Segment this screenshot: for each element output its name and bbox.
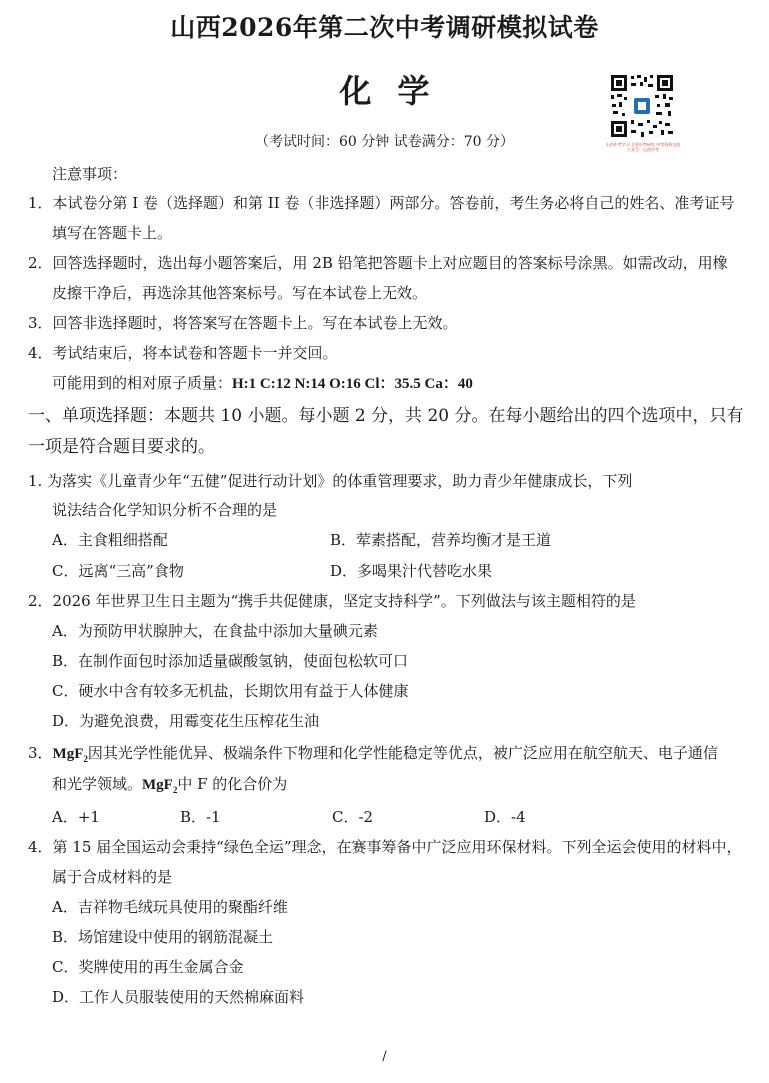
stem-text: 因其光学性能优异、极端条件下物理和化学性能稳定等优点，被广泛应用在航空航天、电子通信	[87, 744, 718, 762]
option-b: B．在制作面包时添加适量碳酸氢钠，使面包松软可口	[52, 652, 409, 670]
question-stem	[28, 742, 718, 764]
option-c: C．-2	[332, 808, 374, 826]
notice-item: 皮擦干净后，再选涂其他答案标号。写在本试卷上无效。	[52, 284, 428, 302]
section-heading-cont: 一项是符合题目要求的。	[28, 437, 215, 457]
exam-info: （考试时间：60 分钟 试卷满分：70 分）	[255, 134, 514, 150]
formula-main: MgF	[142, 777, 173, 793]
formula-sub: 2	[83, 754, 88, 764]
option-a: A．吉祥物毛绒玩具使用的聚酯纤维	[52, 898, 288, 916]
notice-item: 4．考试结束后，将本试卷和答题卡一并交回。	[28, 344, 338, 362]
option-a: A．+1	[52, 808, 100, 826]
subject-title: 化学	[339, 72, 456, 110]
option-b: B．-1	[180, 808, 221, 826]
notice-item: 2．回答选择题时，选出每小题答案后，用 2B 铅笔把答题卡上对应题目的答案标号涂黑。如需改动，用橡	[28, 254, 728, 272]
qr-code	[609, 73, 675, 139]
question-stem: 4．第 15 届全国运动会秉持“绿色全运”理念，在赛事筹备中广泛应用环保材料。下列全运会使用的材料中，	[28, 838, 742, 856]
option-b: B．场馆建设中使用的钢筋混凝土	[52, 928, 274, 946]
option-c: C．奖牌使用的再生金属合金	[52, 958, 244, 976]
formula-main: MgF	[52, 746, 84, 762]
question-stem: 属于合成材料的是	[52, 868, 173, 886]
question-stem: 2．2026 年世界卫生日主题为“携手共促健康，坚定支持科学”。下列做法与该主题相符的是	[28, 592, 636, 610]
notice-heading: 注意事项：	[52, 165, 128, 183]
notice-item: 填写在答题卡上。	[52, 224, 173, 242]
exam-title: 山西2026年第二次中考调研模拟试卷	[170, 13, 599, 42]
chemical-formula	[53, 746, 88, 762]
question-stem: 1. 为落实《儿童青少年“五健”促进行动计划》的体重管理要求，助力青少年健康成长，下列	[28, 472, 633, 490]
option-d: D．-4	[484, 808, 526, 826]
chemical-formula	[142, 777, 177, 793]
option-c: C．硬水中含有较多无机盐，长期饮用有益于人体健康	[52, 682, 409, 700]
question-stem: 说法结合化学知识分析不合理的是	[52, 501, 278, 519]
option-d: D．工作人员服装使用的天然棉麻面料	[52, 988, 305, 1006]
option-d: D．为避免浪费，用霉变花生压榨花生油	[52, 712, 320, 730]
stem-text: 和光学领域。	[52, 775, 143, 793]
option-a: A．主食粗细搭配	[52, 531, 168, 549]
qr-caption: 山西中考学习 全省中考研究 中考资料交流 公众号：山西中考	[605, 142, 681, 152]
option-a: A．为预防甲状腺肿大，在食盐中添加大量碘元素	[52, 622, 378, 640]
question-number: 3．	[28, 744, 53, 762]
atomic-mass-line	[52, 372, 473, 393]
stem-text: 中 F 的化合价为	[177, 775, 288, 793]
notice-item: 3．回答非选择题时，将答案写在答题卡上。写在本试卷上无效。	[28, 314, 458, 332]
formula-sub: 2	[172, 785, 178, 795]
option-b: B．荤素搭配，营养均衡才是王道	[330, 531, 552, 549]
page-number: /	[382, 1049, 387, 1064]
atomic-mass-values: H:1 C:12 N:14 O:16 Cl：35.5 Ca：40	[232, 376, 473, 392]
atomic-mass-prefix: 可能用到的相对原子质量：	[52, 374, 233, 392]
option-d: D．多喝果汁代替吃水果	[330, 562, 493, 580]
section-heading: 一、单项选择题：本题共 10 小题。每小题 2 分，共 20 分。在每小题给出的四个选项中，只有	[28, 406, 744, 426]
notice-item: 1．本试卷分第 I 卷（选择题）和第 II 卷（非选择题）两部分。答卷前，考生务必将自己的姓名、准考证号	[28, 194, 735, 212]
option-c: C．远离“三高”食物	[52, 562, 184, 580]
question-stem	[52, 773, 287, 795]
